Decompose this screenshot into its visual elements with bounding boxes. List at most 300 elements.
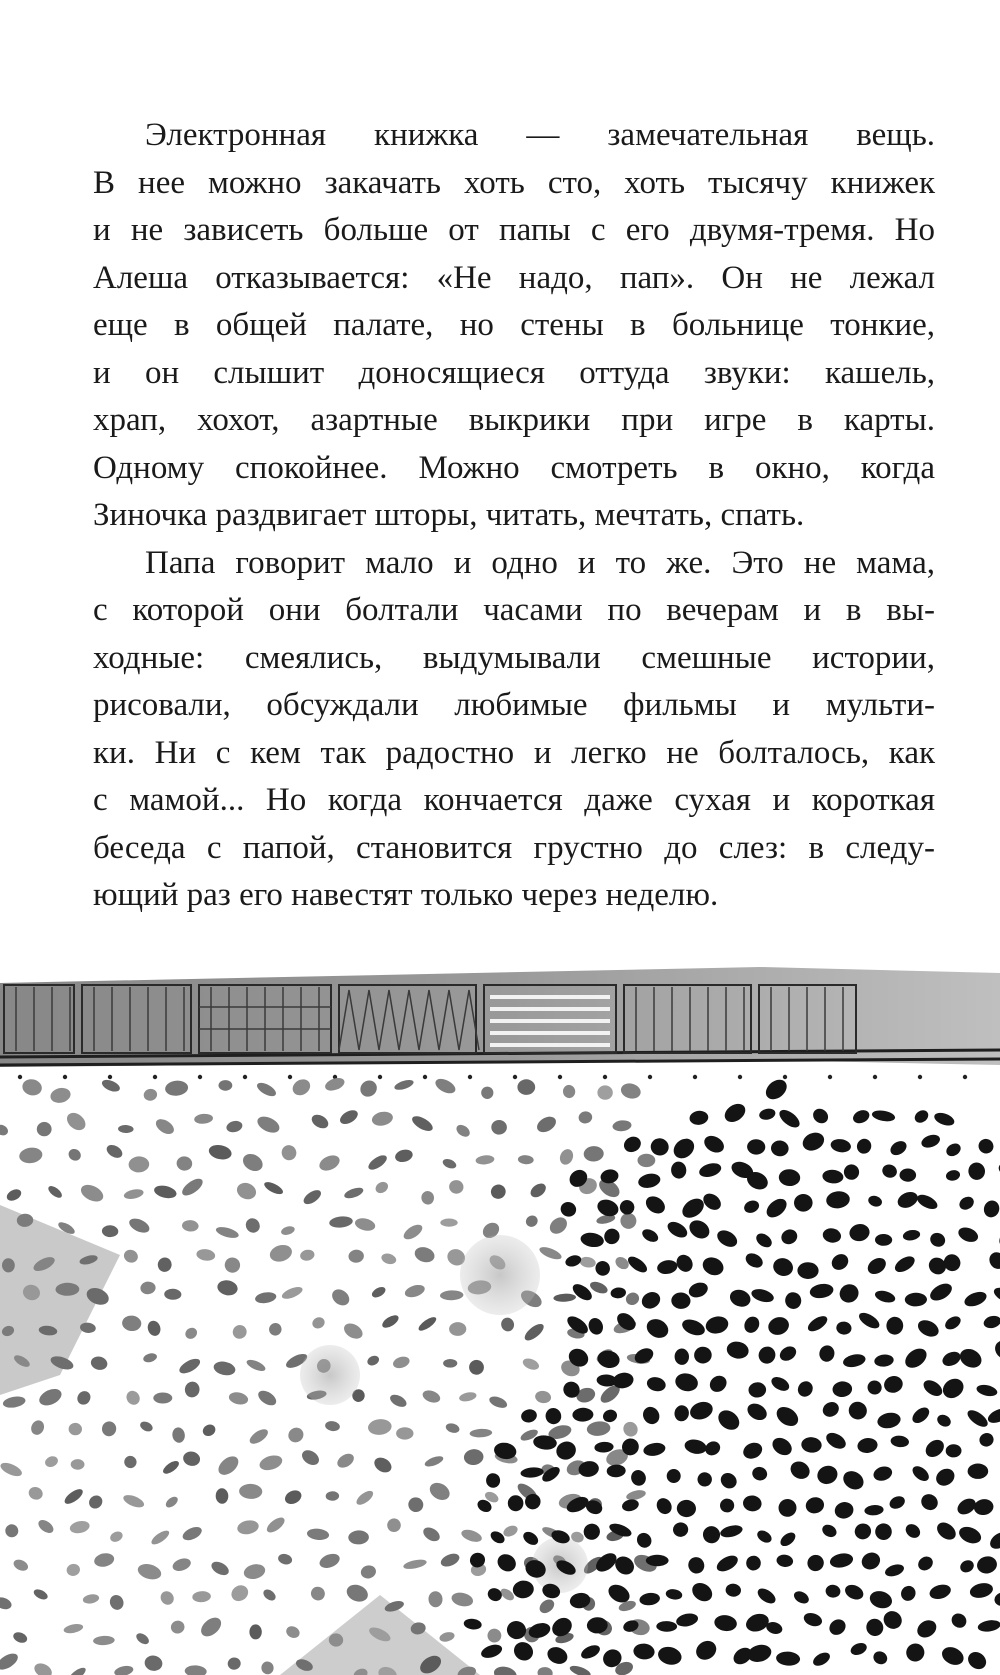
spot xyxy=(90,1355,109,1372)
spot xyxy=(715,1406,744,1433)
spot xyxy=(225,1119,243,1134)
text-line: ки. Ни с кем так радостно и легко не болталось, как xyxy=(93,734,935,771)
spot xyxy=(719,1523,744,1539)
spot xyxy=(228,1582,251,1604)
spot xyxy=(965,1407,991,1430)
spot xyxy=(142,1352,158,1364)
spot xyxy=(280,1225,296,1237)
spot xyxy=(69,1519,91,1535)
spot xyxy=(329,1215,354,1228)
text-line: еще в общей палате, но стены в больнице тонкие, xyxy=(93,307,935,343)
spot xyxy=(149,1528,171,1547)
body-text xyxy=(93,112,935,920)
spot xyxy=(448,1179,465,1195)
spot xyxy=(886,1316,904,1335)
spot xyxy=(122,1493,146,1510)
text-line: беседа с папой, становится грустно до слез: в следу- xyxy=(93,829,935,866)
spot xyxy=(621,1419,641,1439)
spot xyxy=(621,1498,640,1513)
band-dot xyxy=(108,1075,112,1079)
spot xyxy=(256,1388,279,1409)
spot xyxy=(318,1551,342,1570)
spot xyxy=(978,1431,996,1448)
spot xyxy=(113,1664,134,1675)
spot xyxy=(445,1422,461,1435)
spot xyxy=(554,1439,579,1463)
spot xyxy=(625,1488,647,1501)
spot xyxy=(194,1113,214,1124)
spot xyxy=(348,1249,365,1264)
spot xyxy=(75,1389,93,1408)
text-line: храп, хохот, азартные выкрики при игре в карты. xyxy=(93,402,935,438)
spot xyxy=(639,1289,663,1312)
spot xyxy=(822,1227,843,1244)
spot xyxy=(805,1313,829,1334)
spot xyxy=(179,1176,205,1199)
spot xyxy=(884,1562,906,1578)
spot xyxy=(763,1195,790,1221)
spot xyxy=(226,1656,241,1671)
spot xyxy=(234,1180,258,1202)
spot xyxy=(822,1169,844,1184)
spot xyxy=(524,1213,540,1229)
spot xyxy=(421,1388,442,1405)
spot xyxy=(689,1579,716,1605)
light-dot-field xyxy=(0,1076,659,1675)
spot xyxy=(428,1591,443,1608)
spot xyxy=(773,1403,802,1430)
spot xyxy=(164,1080,188,1097)
spot xyxy=(264,1515,287,1536)
spot xyxy=(580,1520,603,1543)
spot xyxy=(654,1495,675,1517)
spot xyxy=(171,1427,186,1444)
spot xyxy=(751,1465,769,1482)
spot xyxy=(299,1248,315,1262)
spot xyxy=(66,1147,83,1163)
spot xyxy=(902,1229,921,1242)
band-dot xyxy=(423,1075,427,1079)
spot xyxy=(946,1444,962,1457)
spot xyxy=(522,1321,546,1343)
spot xyxy=(219,1080,233,1091)
spot xyxy=(672,1521,689,1538)
spot xyxy=(578,1110,594,1124)
spot xyxy=(750,1287,775,1305)
spot xyxy=(707,1372,730,1395)
spot xyxy=(183,1325,199,1341)
spot xyxy=(29,1418,46,1437)
spot xyxy=(776,1107,802,1131)
spot xyxy=(441,1157,457,1170)
spot xyxy=(670,1135,698,1163)
spot xyxy=(713,1614,738,1633)
band-dot xyxy=(378,1075,382,1079)
spot xyxy=(927,1280,955,1304)
spot xyxy=(993,1591,1000,1608)
spot xyxy=(466,1357,487,1378)
spot xyxy=(842,1352,867,1369)
spot xyxy=(520,1467,544,1479)
spot xyxy=(438,1631,455,1644)
spot xyxy=(255,1113,282,1136)
text-line: с которой они болтали часами по вечерам и в вы- xyxy=(93,592,935,628)
spot xyxy=(597,1085,613,1100)
spot xyxy=(18,1146,43,1164)
band-dot xyxy=(963,1075,967,1079)
spot xyxy=(469,1428,492,1438)
spot xyxy=(261,1587,277,1603)
spot xyxy=(634,1530,654,1551)
spot xyxy=(43,1454,59,1468)
spot xyxy=(317,1152,342,1173)
spot xyxy=(873,1521,895,1543)
spot xyxy=(104,1142,124,1160)
spot xyxy=(945,1169,961,1182)
spot xyxy=(310,1315,326,1330)
spot xyxy=(0,1123,10,1137)
spot xyxy=(787,1458,812,1482)
spot xyxy=(934,1519,959,1543)
spot xyxy=(463,1618,482,1631)
spot xyxy=(512,1579,535,1599)
spot xyxy=(755,1586,778,1607)
spot xyxy=(613,1254,631,1271)
text-line: Одному спокойнее. Можно смотреть в окно, когда xyxy=(93,449,935,486)
spot xyxy=(228,1391,249,1407)
spot xyxy=(357,1077,380,1100)
spot xyxy=(944,1141,963,1159)
spot xyxy=(686,1217,713,1243)
spot xyxy=(601,1226,622,1248)
spot xyxy=(871,1109,896,1123)
spot xyxy=(267,1321,284,1338)
spot xyxy=(666,1469,680,1483)
spot xyxy=(371,1110,395,1128)
spot xyxy=(939,1644,967,1669)
spot xyxy=(528,1181,548,1200)
spot xyxy=(725,1583,741,1597)
spot xyxy=(146,1319,163,1337)
spot xyxy=(846,1399,869,1422)
spot xyxy=(875,1234,892,1246)
spot xyxy=(290,1076,313,1098)
spot xyxy=(820,1522,839,1539)
spot xyxy=(505,1619,528,1641)
spot xyxy=(670,1161,687,1179)
spot xyxy=(64,1109,89,1133)
spot xyxy=(440,1219,457,1227)
spot xyxy=(992,1285,1000,1306)
band-dot xyxy=(738,1075,742,1079)
spot xyxy=(0,1460,24,1479)
spot xyxy=(595,1197,621,1219)
spot xyxy=(372,1455,395,1476)
spot xyxy=(579,1256,597,1269)
band-dot xyxy=(63,1075,67,1079)
spot xyxy=(903,1640,928,1665)
spot xyxy=(121,1315,141,1332)
spot xyxy=(329,1286,352,1309)
spot xyxy=(421,1190,435,1205)
spot xyxy=(417,1315,439,1333)
spot xyxy=(769,1434,795,1458)
spot xyxy=(521,1529,541,1547)
spot xyxy=(612,1119,632,1132)
spot xyxy=(766,1314,792,1337)
spot xyxy=(326,1491,340,1501)
spot xyxy=(443,1359,457,1368)
spot xyxy=(348,1530,369,1545)
spot xyxy=(440,1290,464,1301)
spot xyxy=(643,1193,669,1217)
spot xyxy=(335,1451,357,1471)
spot xyxy=(962,1289,988,1309)
spot xyxy=(285,1425,306,1446)
spot xyxy=(209,1559,231,1578)
spot xyxy=(489,1183,508,1201)
spot xyxy=(230,1322,249,1341)
spot xyxy=(308,1584,327,1603)
spot xyxy=(968,1464,989,1479)
spot xyxy=(122,1247,140,1265)
spot xyxy=(848,1222,871,1243)
spot xyxy=(836,1281,862,1306)
band-dot xyxy=(153,1075,157,1079)
spot xyxy=(644,1316,672,1342)
spot xyxy=(777,1497,799,1518)
spot xyxy=(240,1151,266,1175)
spot xyxy=(876,1411,902,1430)
spot xyxy=(427,1479,453,1503)
spot xyxy=(37,1386,64,1409)
spot xyxy=(158,1589,176,1608)
spot xyxy=(215,1488,228,1504)
spot xyxy=(864,1504,884,1516)
spot xyxy=(0,1595,13,1611)
spot xyxy=(849,1641,869,1657)
spot xyxy=(175,1155,193,1172)
spot xyxy=(698,1161,723,1180)
spot xyxy=(258,1453,284,1473)
spot xyxy=(696,1471,713,1487)
spot xyxy=(572,1407,593,1422)
wash-blotch xyxy=(460,1235,540,1315)
spot xyxy=(32,1587,49,1601)
text-line: с мамой... Но когда кончается даже сухая и короткая xyxy=(93,782,935,818)
spot xyxy=(458,1391,477,1403)
spot xyxy=(488,1394,509,1410)
spot xyxy=(921,1377,945,1399)
spot xyxy=(771,1256,796,1279)
spot xyxy=(479,1642,503,1660)
spot xyxy=(617,1197,637,1217)
spot xyxy=(534,1113,558,1135)
spot xyxy=(410,1113,435,1134)
spot xyxy=(406,1495,425,1514)
spot xyxy=(640,1404,663,1427)
wash-blotch xyxy=(300,1345,360,1405)
spot xyxy=(940,1349,963,1369)
spot xyxy=(78,1182,106,1205)
spot xyxy=(928,1582,953,1601)
spot xyxy=(912,1108,930,1126)
spot xyxy=(742,1198,761,1215)
spot xyxy=(801,1436,823,1453)
spot xyxy=(776,1554,794,1568)
text-line: Алеша отказывается: «Не надо, пап». Он не лежал xyxy=(93,259,935,296)
spot xyxy=(63,1622,84,1634)
spot xyxy=(491,1120,507,1135)
spot xyxy=(882,1374,905,1395)
spot xyxy=(973,1498,995,1517)
spot xyxy=(215,1225,240,1240)
spot xyxy=(124,1388,143,1407)
spot xyxy=(829,1251,852,1273)
spot xyxy=(492,1665,518,1675)
spot xyxy=(127,1216,152,1236)
spot xyxy=(700,1254,726,1278)
band-dot xyxy=(648,1075,652,1079)
spot xyxy=(968,1581,994,1600)
band-dot xyxy=(468,1075,472,1079)
spot xyxy=(887,1494,906,1511)
spot xyxy=(859,1550,883,1573)
spot xyxy=(645,1375,667,1393)
spot xyxy=(687,1280,710,1300)
spot xyxy=(779,1227,800,1247)
spot xyxy=(249,1624,261,1639)
text-line: ющий раз его навестят только через неделю. xyxy=(93,877,719,913)
spot xyxy=(170,1619,186,1635)
spot xyxy=(547,1214,571,1237)
spot xyxy=(728,1287,753,1310)
spot xyxy=(856,1437,878,1454)
spot xyxy=(843,1582,866,1602)
spot xyxy=(744,1400,769,1423)
spot xyxy=(299,1447,321,1468)
spot xyxy=(341,1320,365,1341)
spot xyxy=(153,1184,178,1201)
spot xyxy=(646,1555,669,1566)
spot xyxy=(216,1279,239,1297)
spot xyxy=(769,1374,792,1394)
spot xyxy=(656,1621,677,1632)
spot xyxy=(433,1076,458,1096)
spot xyxy=(5,1187,23,1203)
spot xyxy=(748,1382,767,1398)
spot xyxy=(975,1555,998,1576)
spot xyxy=(642,1441,666,1457)
spot xyxy=(933,1465,958,1489)
spot xyxy=(182,1450,202,1468)
spot xyxy=(957,1524,984,1547)
spot xyxy=(49,1086,72,1105)
spot xyxy=(624,1290,641,1307)
spot xyxy=(910,1404,933,1426)
spot xyxy=(967,1161,986,1181)
spot xyxy=(586,1316,605,1337)
spot xyxy=(500,1316,516,1333)
spot xyxy=(810,1106,831,1127)
spot xyxy=(354,1488,375,1507)
band-dot xyxy=(828,1075,832,1079)
spot xyxy=(485,1472,501,1488)
spot xyxy=(82,1593,100,1605)
spot xyxy=(903,1521,923,1540)
spot xyxy=(797,1262,818,1279)
text-line: и он слышит доносящиеся оттуда звуки: кашель, xyxy=(93,354,935,391)
spot xyxy=(957,1345,985,1371)
spot xyxy=(725,1340,750,1361)
spot xyxy=(508,1495,524,1511)
spot xyxy=(102,1225,119,1238)
spot xyxy=(802,1611,824,1629)
spot xyxy=(301,1187,323,1207)
spot xyxy=(367,1418,392,1436)
spot xyxy=(905,1293,927,1307)
spot xyxy=(283,1488,304,1507)
spot xyxy=(777,1343,799,1363)
spot xyxy=(380,1313,400,1330)
spot xyxy=(665,1219,690,1241)
spot xyxy=(65,1562,81,1577)
spot xyxy=(872,1464,894,1483)
spot xyxy=(544,1406,563,1426)
spot xyxy=(685,1554,707,1576)
spot xyxy=(596,1349,621,1370)
band-dot xyxy=(513,1075,517,1079)
band-dot xyxy=(918,1075,922,1079)
paragraph-2 xyxy=(93,540,935,920)
spot xyxy=(403,1558,428,1571)
spot xyxy=(949,1611,969,1631)
spot xyxy=(153,1116,176,1137)
spot xyxy=(943,1314,963,1332)
spot xyxy=(619,1081,642,1100)
spot xyxy=(792,1589,811,1606)
spot xyxy=(537,1597,557,1616)
spot xyxy=(639,1592,661,1607)
spot xyxy=(0,1650,21,1673)
spot xyxy=(826,1616,848,1638)
spot xyxy=(380,1252,397,1266)
spot xyxy=(656,1644,683,1667)
spot xyxy=(393,1078,414,1092)
striped-band xyxy=(0,967,1000,1079)
spot xyxy=(36,1517,56,1535)
spot xyxy=(867,1194,884,1208)
spot xyxy=(215,1453,242,1479)
spot xyxy=(977,1619,1000,1633)
spot xyxy=(958,1558,976,1575)
spot xyxy=(915,1317,941,1340)
spot xyxy=(421,1525,442,1544)
spot xyxy=(818,1344,836,1363)
spot xyxy=(62,1486,85,1506)
spot xyxy=(621,1134,643,1155)
spot xyxy=(693,1637,720,1663)
spot xyxy=(449,1322,466,1336)
spot xyxy=(743,1250,765,1270)
spot xyxy=(674,1371,700,1393)
spot xyxy=(747,1139,766,1155)
spot xyxy=(32,1661,54,1675)
spot xyxy=(537,1666,553,1675)
spot xyxy=(829,1551,855,1569)
spot xyxy=(502,1523,520,1538)
spot xyxy=(898,1583,918,1604)
